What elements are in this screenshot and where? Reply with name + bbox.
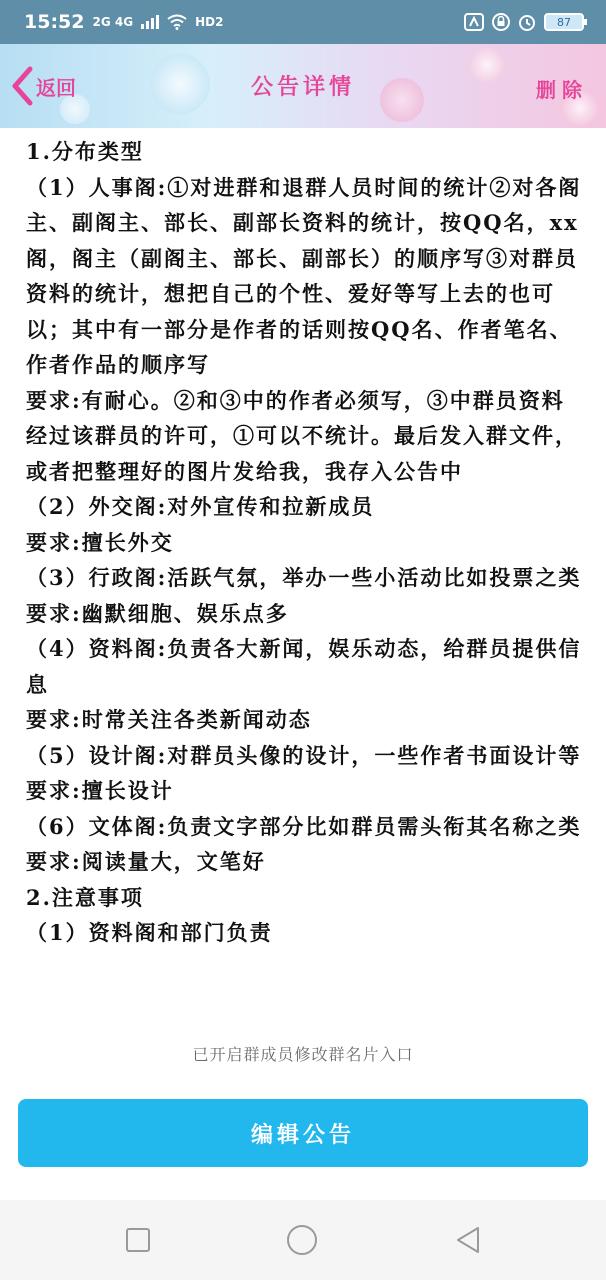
page-title: 公告详情	[250, 75, 355, 100]
announcement-paragraph: （3）行政阁:活跃气氛，举办一些小活动比如投票之类	[26, 565, 582, 590]
announcement-body	[26, 134, 582, 1100]
announcement-paragraph: 1.分布类型	[26, 139, 144, 164]
app-header	[0, 44, 606, 128]
announcement-paragraph: 2.注意事项	[26, 884, 144, 910]
announcement-paragraph: （2）外交阁:对外宣传和拉新成员	[26, 494, 375, 519]
announcement-paragraph: （5）设计阁:对群员头像的设计，一些作者书面设计等	[26, 742, 582, 768]
home-button[interactable]	[284, 1222, 320, 1258]
announcement-paragraph: 要求:阅读量大，文笔好	[26, 849, 266, 874]
status-time: 15:52	[24, 11, 85, 33]
back-label: 返回	[36, 75, 76, 100]
network-indicator: 2G 4G	[92, 15, 134, 29]
announcement-paragraph: 要求:擅长外交	[26, 529, 174, 555]
signal-icon	[141, 15, 159, 29]
wifi-icon	[167, 14, 187, 30]
toast-notice: 已开启群成员修改群名片入口	[192, 1045, 414, 1064]
back-nav-button[interactable]	[450, 1222, 486, 1258]
recents-button[interactable]	[120, 1222, 156, 1258]
delete-button[interactable]: 删除	[536, 78, 588, 102]
alarm-icon	[518, 13, 536, 31]
nfc-icon	[464, 13, 484, 31]
system-navbar	[0, 1200, 606, 1280]
announcement-paragraph: 要求:擅长设计	[26, 778, 174, 803]
triangle-back-icon	[454, 1225, 482, 1255]
announcement-paragraph: 要求:幽默细胞、娱乐点多	[26, 600, 289, 626]
announcement-paragraph: 要求:有耐心。②和③中的作者必须写，③中群员资料经过该群员的许可，①可以不统计。最后发入群文件，或者把整理好的图片发给我，我存入公告中	[26, 387, 578, 484]
announcement-paragraph: （4）资料阁:负责各大新闻，娱乐动态，给群员提供信息	[26, 636, 582, 697]
battery-icon	[544, 13, 584, 31]
square-recents-icon	[125, 1227, 151, 1253]
lock-icon	[492, 13, 510, 31]
announcement-paragraph: （6）文体阁:负责文字部分比如群员需头衔其名称之类	[26, 813, 582, 839]
announcement-paragraph: 要求:时常关注各类新闻动态	[26, 707, 312, 732]
edit-announcement-button[interactable]: 编辑公告	[18, 1099, 588, 1167]
announcement-paragraph: （1）人事阁:①对进群和退群人员时间的统计②对各阁主、副阁主、部长、副部长资料的统计，按QQ名，xx阁，阁主（副阁主、部长、副部长）的顺序写③对群员资料的统计，想把自己的个性、爱好等写上去的也可以；其中有一部分是作者的话则按QQ名、作者笔名、作者作品的顺序写	[26, 174, 582, 377]
hd-indicator: HD2	[195, 15, 224, 29]
announcement-paragraph: （1）资料阁和部门负责	[26, 920, 273, 945]
status-bar	[0, 0, 606, 44]
circle-home-icon	[286, 1224, 318, 1256]
battery-level: 87	[557, 15, 571, 29]
